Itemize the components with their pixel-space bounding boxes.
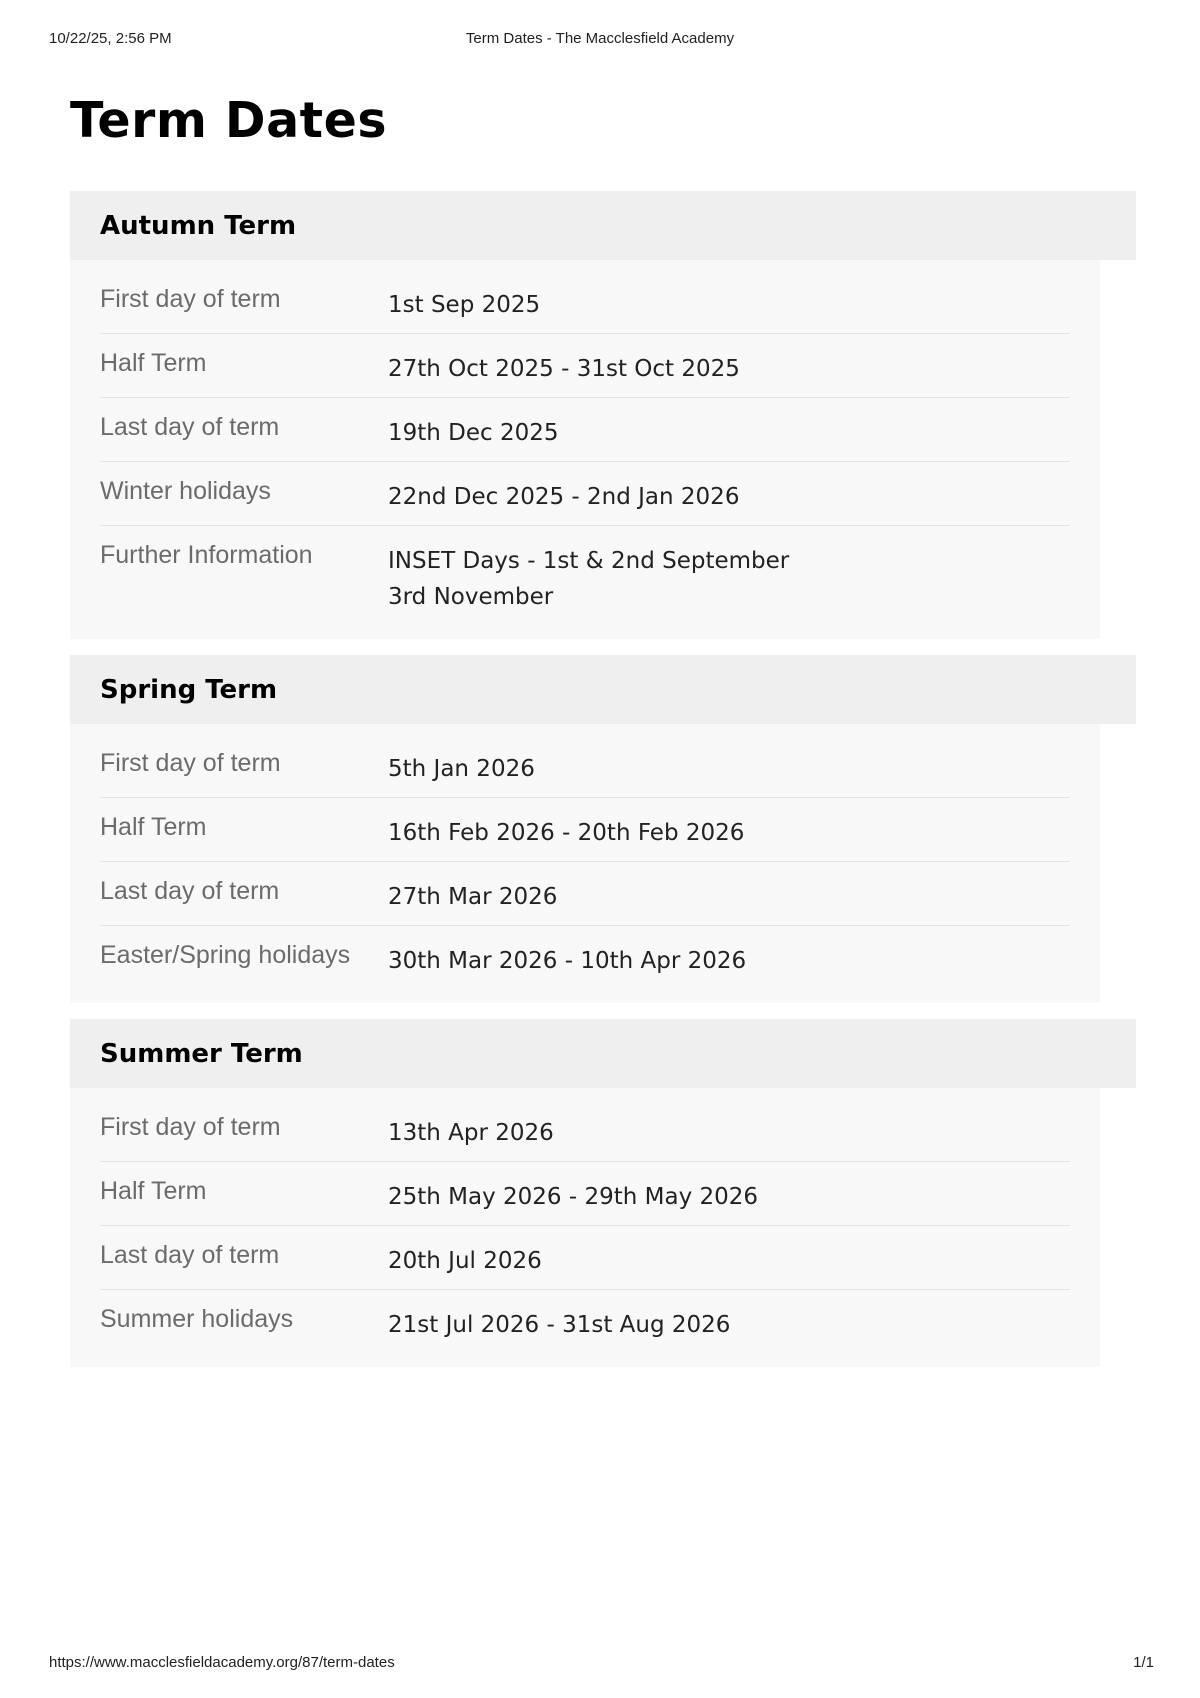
term-row-value-line: 20th Jul 2026 — [388, 1248, 542, 1274]
term-row-value-line: 25th May 2026 - 29th May 2026 — [388, 1184, 759, 1210]
term-row-label: Last day of term — [100, 1241, 280, 1269]
term-row-label: Half Term — [100, 349, 207, 377]
term-table — [70, 724, 1100, 1003]
term-header — [70, 191, 1136, 260]
print-footer — [0, 1654, 1200, 1676]
term-row-value-line: 27th Oct 2025 - 31st Oct 2025 — [388, 356, 740, 382]
term-row-value — [388, 926, 1070, 989]
term-row-label: Winter holidays — [100, 477, 271, 505]
term-row-value-line: 19th Dec 2025 — [388, 420, 559, 446]
term-row — [100, 398, 1070, 462]
term-table — [70, 1088, 1100, 1367]
term-row-value — [388, 798, 1070, 861]
print-page-number: 1/1 — [1133, 1654, 1154, 1671]
term-row — [100, 526, 1070, 625]
term-row-label: First day of term — [100, 749, 281, 777]
term-row-label: Half Term — [100, 813, 207, 841]
term-row — [100, 334, 1070, 398]
term-row-value — [388, 862, 1070, 925]
term-section — [70, 1019, 1136, 1367]
term-row-value-line: 1st Sep 2025 — [388, 292, 541, 318]
term-row-value — [388, 270, 1070, 333]
term-row — [100, 1162, 1070, 1226]
term-row-value — [388, 734, 1070, 797]
term-header — [70, 655, 1136, 724]
term-row — [100, 798, 1070, 862]
term-section — [70, 655, 1136, 1003]
term-row-value-line: 21st Jul 2026 - 31st Aug 2026 — [388, 1312, 731, 1338]
term-row — [100, 462, 1070, 526]
term-row-value-line: 3rd November — [388, 584, 554, 610]
term-row-value-line: 13th Apr 2026 — [388, 1120, 554, 1146]
term-row — [100, 862, 1070, 926]
term-row-label: Easter/Spring holidays — [100, 941, 351, 969]
term-section — [70, 191, 1136, 639]
term-row — [100, 1290, 1070, 1353]
term-row-value-line: 30th Mar 2026 - 10th Apr 2026 — [388, 948, 747, 974]
term-row-label: First day of term — [100, 285, 281, 313]
print-header — [0, 30, 1200, 52]
term-list — [70, 191, 1136, 1383]
term-row-value-line: 22nd Dec 2025 - 2nd Jan 2026 — [388, 484, 740, 510]
term-row-value — [388, 526, 1070, 625]
term-row — [100, 1226, 1070, 1290]
term-row-label: Further Information — [100, 541, 313, 569]
term-row-value — [388, 1226, 1070, 1289]
term-table — [70, 260, 1100, 639]
term-row-value-line: 16th Feb 2026 - 20th Feb 2026 — [388, 820, 745, 846]
term-row — [100, 270, 1070, 334]
term-row — [100, 1098, 1070, 1162]
term-row — [100, 734, 1070, 798]
term-row-value — [388, 334, 1070, 397]
term-title: Spring Term — [100, 674, 278, 705]
term-row-value-line: INSET Days - 1st & 2nd September — [388, 548, 790, 574]
term-row-label: First day of term — [100, 1113, 281, 1141]
print-datetime: 10/22/25, 2:56 PM — [49, 30, 172, 47]
print-url: https://www.macclesfieldacademy.org/87/term-dates — [49, 1654, 395, 1671]
term-title: Autumn Term — [100, 210, 297, 241]
term-row-label: Summer holidays — [100, 1305, 294, 1333]
term-row-label: Last day of term — [100, 877, 280, 905]
term-row-value — [388, 398, 1070, 461]
term-row-value — [388, 1098, 1070, 1161]
term-row-value — [388, 462, 1070, 525]
page-title: Term Dates — [70, 92, 387, 149]
print-page-title: Term Dates - The Macclesfield Academy — [465, 30, 735, 47]
term-row-value — [388, 1162, 1070, 1225]
term-row — [100, 926, 1070, 989]
term-row-label: Half Term — [100, 1177, 207, 1205]
term-row-value — [388, 1290, 1070, 1353]
term-row-value-line: 27th Mar 2026 — [388, 884, 558, 910]
term-title: Summer Term — [100, 1038, 303, 1069]
term-row-label: Last day of term — [100, 413, 280, 441]
term-row-value-line: 5th Jan 2026 — [388, 756, 535, 782]
term-header — [70, 1019, 1136, 1088]
